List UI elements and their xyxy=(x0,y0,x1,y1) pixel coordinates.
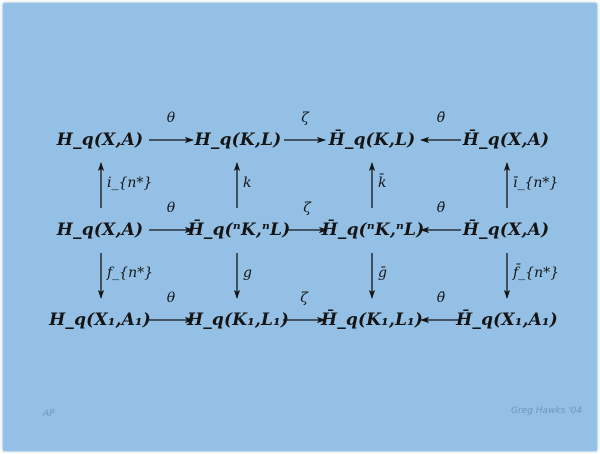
label-zeta-row2: ζ xyxy=(303,200,311,216)
artist-signature: Greg Hawks '04 xyxy=(511,406,583,416)
label-i-n-star: i_{n*} xyxy=(107,175,153,191)
node-r3-c1: H_q(X₁,A₁) xyxy=(49,310,151,330)
edition-mark: AP xyxy=(43,409,55,419)
print-paper xyxy=(3,3,597,451)
label-g-bar: ḡ xyxy=(378,265,387,281)
label-g: g xyxy=(243,265,252,281)
node-r3-c2: H_q(K₁,L₁) xyxy=(186,310,290,330)
label-theta-bar-row3: θ̄ xyxy=(436,290,446,306)
label-zeta-row3: ζ xyxy=(300,290,308,306)
node-r2-c1: H_q(X,A) xyxy=(56,220,144,240)
node-r1-c1: H_q(X,A) xyxy=(56,130,144,150)
label-k: k xyxy=(243,175,252,191)
label-k-bar: k̄ xyxy=(378,175,387,191)
label-i-bar-n-star: ī_{n*} xyxy=(513,175,559,191)
node-r2-c2: H̄_q(ⁿK,ⁿL) xyxy=(187,220,291,240)
label-theta-bar-row1: θ̄ xyxy=(436,110,446,126)
node-r1-c2: H_q(K,L) xyxy=(194,130,282,150)
node-r3-c4: H̄_q(X₁,A₁) xyxy=(456,310,558,330)
node-r2-c4: H̄_q(X,A) xyxy=(462,220,550,240)
node-r2-c3: H̄_q(ⁿK,ⁿL) xyxy=(321,220,425,240)
label-theta-row3: θ xyxy=(166,290,176,306)
label-zeta-row1: ζ xyxy=(301,110,309,126)
label-f-n-star: f_{n*} xyxy=(107,265,154,281)
label-f-bar-n-star: f̄_{n*} xyxy=(513,265,560,281)
label-theta-row1: θ xyxy=(166,110,176,126)
node-r1-c3: H̄_q(K,L) xyxy=(328,130,416,150)
label-theta-row2: θ xyxy=(166,200,176,216)
node-r3-c3: H̄_q(K₁,L₁) xyxy=(320,310,424,330)
label-theta-bar-row2: θ̄ xyxy=(436,200,446,216)
node-r1-c4: H̄_q(X,A) xyxy=(462,130,550,150)
